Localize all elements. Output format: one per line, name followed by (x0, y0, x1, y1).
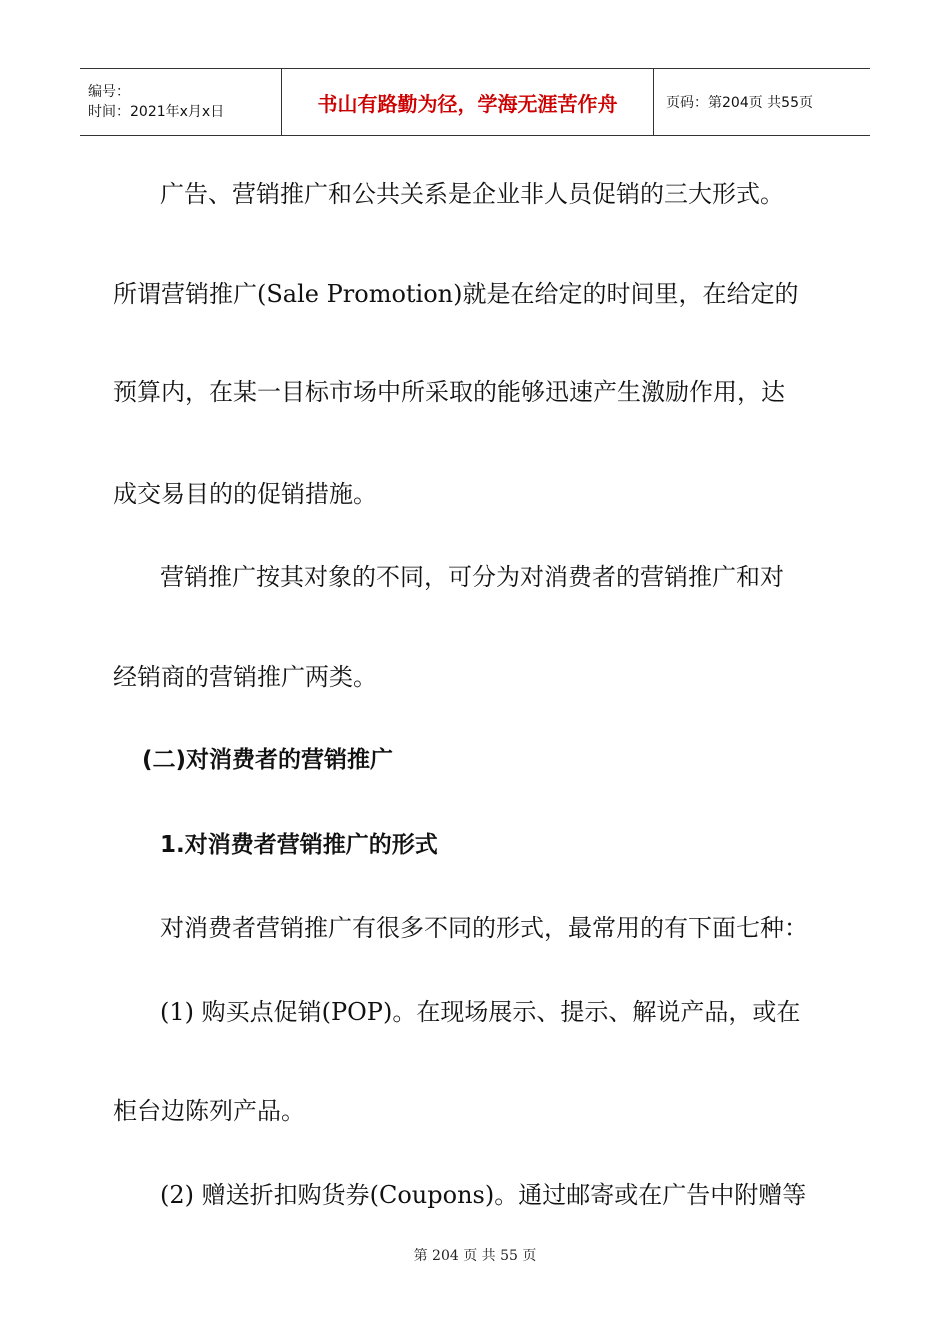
header-meta (80, 69, 282, 135)
section-heading: (二)对消费者的营销推广 (142, 747, 394, 773)
page-info-text: 页码：第204页 共55页 (666, 95, 813, 111)
list-item-line: 柜台边陈列产品。 (113, 1097, 305, 1125)
paragraph-line: 广告、营销推广和公共关系是企业非人员促销的三大形式。 (160, 180, 784, 208)
number-label: 编号： (88, 84, 130, 100)
subsection-heading: 1.对消费者营销推广的形式 (160, 832, 438, 858)
list-item-line: (1) 购买点促销(POP)。在现场展示、提示、解说产品，或在 (160, 998, 801, 1026)
paragraph-line: 预算内，在某一目标市场中所采取的能够迅速产生激励作用，达 (113, 378, 785, 406)
page-footer: 第 204 页 共 55 页 (413, 1248, 537, 1264)
header-page-info (654, 69, 870, 135)
page-header (80, 68, 870, 136)
header-motto (282, 69, 654, 135)
paragraph-line: 营销推广按其对象的不同，可分为对消费者的营销推广和对 (160, 563, 784, 591)
paragraph-line: 经销商的营销推广两类。 (113, 663, 377, 691)
paragraph-line: 成交易目的的促销措施。 (113, 480, 377, 508)
time-label: 时间：2021年x月x日 (88, 104, 225, 120)
list-item-line: (2) 赠送折扣购货券(Coupons)。通过邮寄或在广告中附赠等 (160, 1181, 807, 1209)
paragraph-line: 对消费者营销推广有很多不同的形式，最常用的有下面七种： (160, 914, 808, 942)
paragraph-line: 所谓营销推广(Sale Promotion)就是在给定的时间里，在给定的 (113, 280, 799, 308)
motto-text: 书山有路勤为径，学海无涯苦作舟 (317, 91, 618, 116)
